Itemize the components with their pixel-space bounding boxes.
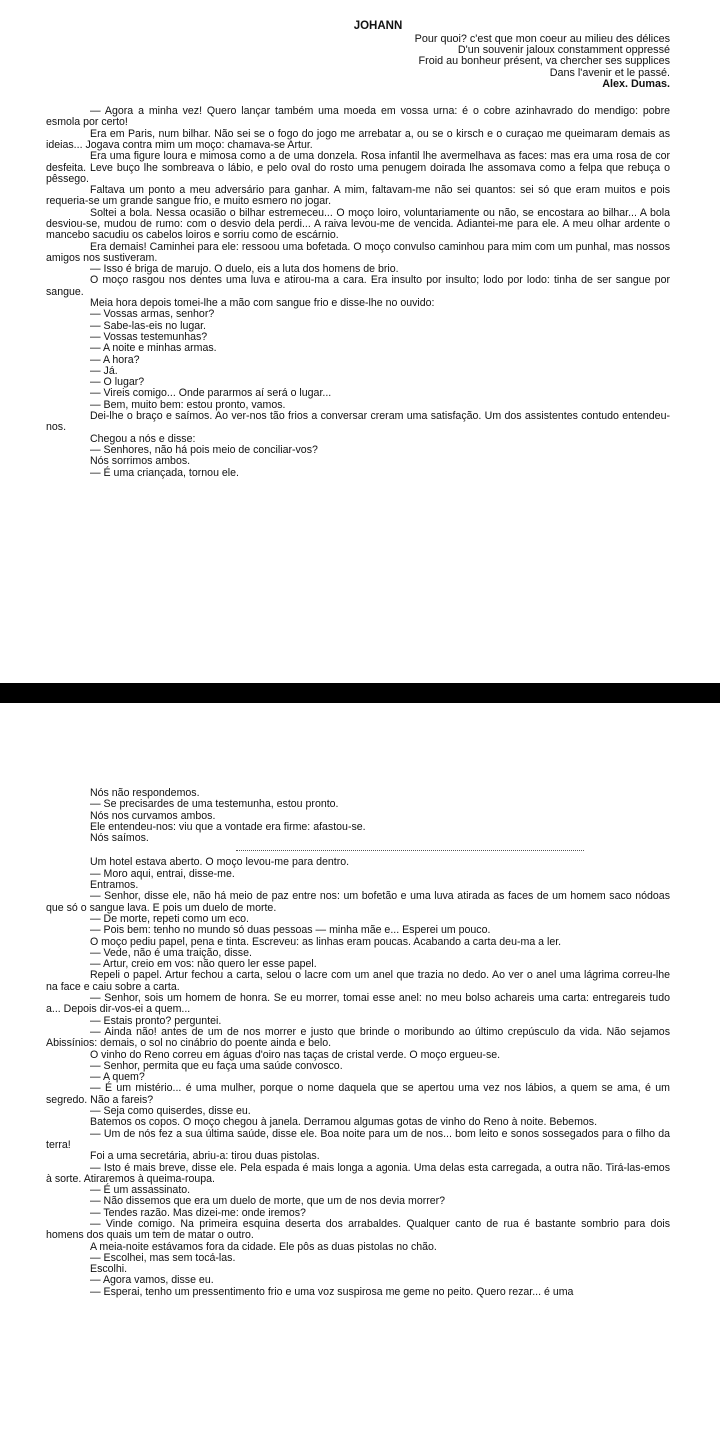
story-paragraph: Era demais! Caminhei para ele: ressoou uma bofetada. O moço convulso caminhou para mim com um punhal, mas nossos amigos nos sustiveram.: [46, 240, 670, 264]
story-paragraph: — Vossas testemunhas?: [90, 330, 208, 343]
story-paragraph: Ele entendeu-nos: viu que a vontade era firme: afastou-se.: [90, 820, 366, 833]
epigraph: [46, 34, 670, 90]
story-paragraph: O vinho do Reno correu em águas d'oiro nas taças de cristal verde. O moço ergueu-se.: [90, 1048, 501, 1061]
story-paragraph: — Isso é briga de marujo. O duelo, eis a luta dos homens de brio.: [90, 263, 399, 276]
document-page-top: [46, 20, 670, 479]
story-paragraph: — Escolhei, mas sem tocá-las.: [90, 1251, 236, 1264]
story-paragraph: — Artur, creio em vos: não quero ler esse papel.: [90, 958, 317, 971]
story-paragraph: Meia hora depois tomei-lhe a mão com sangue frio e disse-lhe no ouvido:: [90, 297, 435, 310]
story-paragraph: — O lugar?: [90, 376, 145, 389]
story-paragraph: — Não dissemos que era um duelo de morte, que um de nos devia morrer?: [90, 1195, 446, 1208]
chapter-title: JOHANN: [353, 20, 403, 32]
story-paragraph: A meia-noite estávamos fora da cidade. Ele pôs as duas pistolas no chão.: [90, 1240, 437, 1253]
story-paragraph: O moço pediu papel, pena e tinta. Escreveu: as linhas eram poucas. Acabando a carta deu-ma a ler.: [90, 935, 562, 948]
story-paragraph: — Sabe-las-eis no lugar.: [90, 319, 207, 332]
epigraph-line: Froid au bonheur présent, va chercher ses supplices: [418, 55, 670, 68]
story-paragraph: — Moro aqui, entrai, disse-me.: [90, 867, 235, 880]
story-paragraph: Era em Paris, num bilhar. Não sei se o fogo do jogo me arrebatar a, ou se o kirsch e o curaçao me queimaram demais as ideias... Jogava contra mim um moço: chamava-se Artur.: [46, 127, 670, 151]
epigraph-line: Pour quoi? c'est que mon coeur au milieu des délices: [414, 33, 670, 45]
epigraph-author: Alex. Dumas.: [602, 77, 670, 90]
story-paragraph: — Tendes razão. Mas dizei-me: onde iremos?: [90, 1206, 306, 1219]
story-text-bottom-part1: [46, 788, 670, 844]
story-paragraph: — Vossas armas, senhor?: [90, 308, 215, 321]
section-divider: [236, 850, 584, 851]
story-paragraph: — Já.: [90, 364, 118, 377]
story-paragraph: Chegou a nós e disse:: [90, 432, 196, 445]
story-paragraph: Nós saímos.: [90, 832, 149, 845]
story-paragraph: — A quem?: [90, 1071, 145, 1084]
story-paragraph: — Esperai, tenho um pressentimento frio e uma voz suspirosa me geme no peito. Quero rezar... é uma: [90, 1285, 574, 1298]
story-paragraph: Nós não respondemos.: [90, 787, 200, 799]
story-paragraph: — Pois bem: tenho no mundo só duas pessoas — minha mãe e... Esperei um pouco.: [90, 924, 491, 937]
story-paragraph: — Seja como quiserdes, disse eu.: [90, 1105, 251, 1118]
story-paragraph: — A hora?: [90, 353, 140, 366]
story-paragraph: Faltava um ponto a meu adversário para ganhar. A mim, faltavam-me não sei quantos: sei só que eram muitos e pois requeria-se um grande sangue frio, e muito esmero no jogar.: [46, 184, 670, 208]
story-paragraph: — Agora vamos, disse eu.: [90, 1274, 214, 1287]
story-text-bottom-part2: [46, 857, 670, 1298]
document-page-bottom: [46, 788, 670, 1298]
epigraph-line: Dans l'avenir et le passé.: [549, 66, 670, 79]
story-paragraph: Era uma figure loura e mimosa como a de uma donzela. Rosa infantil lhe avermelhava as faces: mas era uma rosa de cor desfeita. Leve buço lhe sombreava o lábio, e pelo oval do rosto uma penugem doirada lhe assomava como a felpa que rebuça o pêssego.: [46, 150, 670, 185]
story-paragraph: Nós nos curvamos ambos.: [90, 809, 216, 822]
story-paragraph: Escolhi.: [90, 1263, 128, 1276]
story-paragraph: Dei-lhe o braço e saímos. Ao ver-nos tão frios a conversar creram uma satisfação. Um dos assistentes contudo entendeu-nos.: [46, 410, 670, 434]
story-paragraph: — Estais pronto? perguntei.: [90, 1014, 222, 1027]
story-paragraph: — Vede, não é uma traição, disse.: [90, 946, 252, 959]
story-paragraph: — Vireis comigo... Onde pararmos aí será o lugar...: [90, 387, 332, 400]
story-paragraph: — Senhor, permita que eu faça uma saúde convosco.: [90, 1059, 343, 1072]
story-text-top: [46, 106, 670, 479]
story-paragraph: — Senhor, disse ele, não há meio de paz entre nos: um bofetão e uma luva atirada as faces de um homem saco nódoas que só o sangue lava. E pois um duelo de morte.: [46, 890, 670, 914]
story-paragraph: — É um assassinato.: [90, 1184, 191, 1197]
story-paragraph: Entramos.: [90, 879, 139, 892]
scan-divider-band: [0, 683, 720, 703]
story-paragraph: — Agora a minha vez! Quero lançar também uma moeda em vossa urna: é o cobre azinhavrado do mendigo: pobre esmola por certo!: [46, 105, 670, 129]
story-paragraph: — É um mistério... é uma mulher, porque o nome daquela que se apertou uma vez nos lábios, a quem se ama, é um segredo. Não a fareis?: [46, 1082, 670, 1106]
story-paragraph: Nós sorrimos ambos.: [90, 455, 191, 468]
story-paragraph: Batemos os copos. O moço chegou à janela. Derramou algumas gotas de vinho do Reno à noite. Bebemos.: [90, 1116, 598, 1129]
story-paragraph: O moço rasgou nos dentes uma luva e atirou-ma a cara. Era insulto por insulto; lodo por lodo: tinha de ser sangue por sangue.: [46, 274, 670, 298]
story-paragraph: — De morte, repeti como um eco.: [90, 912, 249, 925]
story-paragraph: — Vinde comigo. Na primeira esquina deserta dos arrabaldes. Qualquer canto de rua é bastante sombrio para dois homens dos quais um tem de matar o outro.: [46, 1217, 670, 1242]
story-paragraph: Foi a uma secretária, abriu-a: tirou duas pistolas.: [90, 1150, 320, 1163]
story-paragraph: Repeli o papel. Artur fechou a carta, selou o lacre com um anel que trazia no dedo. Ao ver o anel uma lágrima correu-lhe na face e caiu sobre a carta.: [46, 969, 670, 993]
story-paragraph: — Se precisardes de uma testemunha, estou pronto.: [90, 798, 339, 811]
story-paragraph: — Isto é mais breve, disse ele. Pela espada é mais longa a agonia. Uma delas esta carregada, a outra não. Tirá-las-emos à sorte. Atiraremos à queima-roupa.: [46, 1161, 670, 1185]
story-paragraph: Um hotel estava aberto. O moço levou-me para dentro.: [90, 856, 350, 869]
story-paragraph: — A noite e minhas armas.: [90, 342, 217, 355]
story-paragraph: Soltei a bola. Nessa ocasião o bilhar estremeceu... O moço loiro, voluntariamente ou não, se encostara ao bilhar... A bola desviou-se, mudou de rumo: com o desvio dela perdi... A raiva levou-me de vencida. Adiantei-me para ele. A meu olhar ardente o mancebo sacudiu os cabelos loiros e sorriu como de escárnio.: [46, 206, 670, 242]
story-paragraph: — É uma criançada, tornou ele.: [90, 466, 239, 479]
story-paragraph: — Bem, muito bem: estou pronto, vamos.: [90, 398, 286, 411]
story-paragraph: — Senhor, sois um homem de honra. Se eu morrer, tomai esse anel: no meu bolso achareis uma carta: entregareis tudo a... Depois dir-vos-ei a quem...: [46, 992, 670, 1016]
story-paragraph: — Ainda não! antes de um de nos morrer e justo que brinde o moribundo ao último crepúsculo da vida. Não sejamos Abissínios: demais, o sol no cinábrio do poente ainda e belo.: [46, 1025, 670, 1050]
epigraph-line: D'un souvenir jaloux constamment oppressé: [457, 44, 670, 57]
story-paragraph: — Um de nós fez a sua última saúde, disse ele. Boa noite para um de nos... bom leito e sonos sossegados para o filho da terra!: [46, 1127, 670, 1151]
story-paragraph: — Senhores, não há pois meio de conciliar-vos?: [90, 443, 318, 456]
